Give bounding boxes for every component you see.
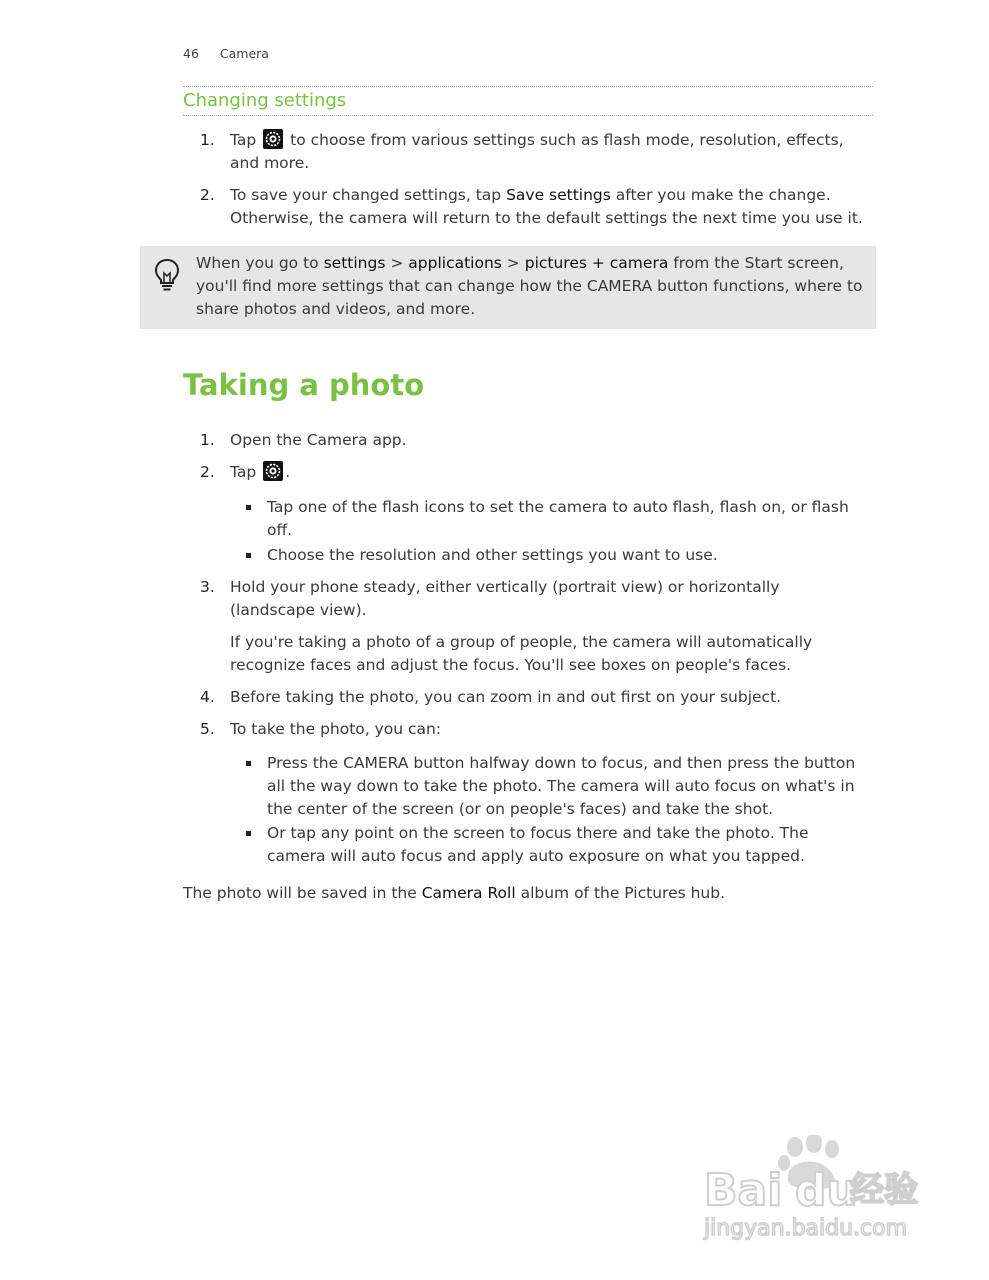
divider-top xyxy=(183,86,873,87)
bullet-camera-button: Press the CAMERA button halfway down to focus, and then press the button all the way down to take the photo. The camera will auto focus on what's in the center of the screen (or on people's faces) and take the shot. xyxy=(267,752,871,821)
settings-term: settings xyxy=(323,254,386,272)
page-header xyxy=(183,46,269,61)
divider-bottom xyxy=(183,115,873,116)
svg-text:du: du xyxy=(795,1165,858,1216)
bullet-flash: Tap one of the flash icons to set the camera to auto flash, flash on, or flash off. xyxy=(267,496,867,542)
taking-step-4: 4. Before taking the photo, you can zoom in and out first on your subject. xyxy=(230,686,870,709)
svg-text:Bai: Bai xyxy=(704,1165,783,1216)
gear-icon xyxy=(263,129,283,149)
camera-roll-term: Camera Roll xyxy=(421,884,516,902)
taking-step-5: 5. To take the photo, you can: xyxy=(230,718,870,741)
square-bullet-icon xyxy=(246,761,251,766)
svg-text:经验: 经验 xyxy=(850,1170,918,1210)
taking-step-2: 2. Tap . xyxy=(230,461,870,484)
changing-step-1: 1. Tap to choose from various settings such as flash mode, resolution, effects, and more. xyxy=(200,131,844,172)
bullet-tap-screen: Or tap any point on the screen to focus there and take the photo. The camera will auto focus and apply auto exposure on what you tapped. xyxy=(267,822,857,868)
tip-text: When you go to settings > applications > pictures + camera from the Start screen, you'll find more settings that can change how the CAMERA button functions, where to share photos and videos, and more. xyxy=(196,254,863,318)
step-number: 4. xyxy=(200,688,215,706)
square-bullet-icon xyxy=(246,831,251,836)
section-name: Camera xyxy=(219,46,269,61)
footer-note: The photo will be saved in the Camera Roll album of the Pictures hub. xyxy=(183,884,726,902)
step-number: 2. xyxy=(200,186,215,204)
taking-step-3: 3. Hold your phone steady, either vertically (portrait view) or horizontally (landscape view). xyxy=(200,578,780,619)
pictures-camera-term: pictures + camera xyxy=(524,254,669,272)
baidu-watermark xyxy=(700,1135,940,1245)
changing-settings-heading: Changing settings xyxy=(183,90,347,111)
taking-step-1: 1. Open the Camera app. xyxy=(230,429,870,452)
step-number: 1. xyxy=(200,431,215,449)
step-number: 1. xyxy=(200,131,215,149)
step-number: 3. xyxy=(200,578,215,596)
save-settings-term: Save settings xyxy=(506,186,611,204)
square-bullet-icon xyxy=(246,553,251,558)
step-number: 5. xyxy=(200,720,215,738)
applications-term: applications xyxy=(408,254,502,272)
square-bullet-icon xyxy=(246,505,251,510)
changing-step-2: 2. To save your changed settings, tap Save settings after you make the change. Otherwise, the camera will return to the default settings the next time you use it. xyxy=(200,186,863,227)
page-number: 46 xyxy=(183,46,199,61)
step-number: 2. xyxy=(200,463,215,481)
lightbulb-icon xyxy=(154,258,180,296)
step-3-note: If you're taking a photo of a group of people, the camera will automatically recognize faces and adjust the focus. You'll see boxes on people's faces. xyxy=(230,633,813,674)
tip-box xyxy=(140,246,876,329)
taking-photo-heading: Taking a photo xyxy=(183,368,425,402)
gear-icon xyxy=(263,461,283,481)
bullet-resolution: Choose the resolution and other settings you want to use. xyxy=(267,544,867,567)
svg-text:jingyan.baidu.com: jingyan.baidu.com xyxy=(704,1216,908,1241)
